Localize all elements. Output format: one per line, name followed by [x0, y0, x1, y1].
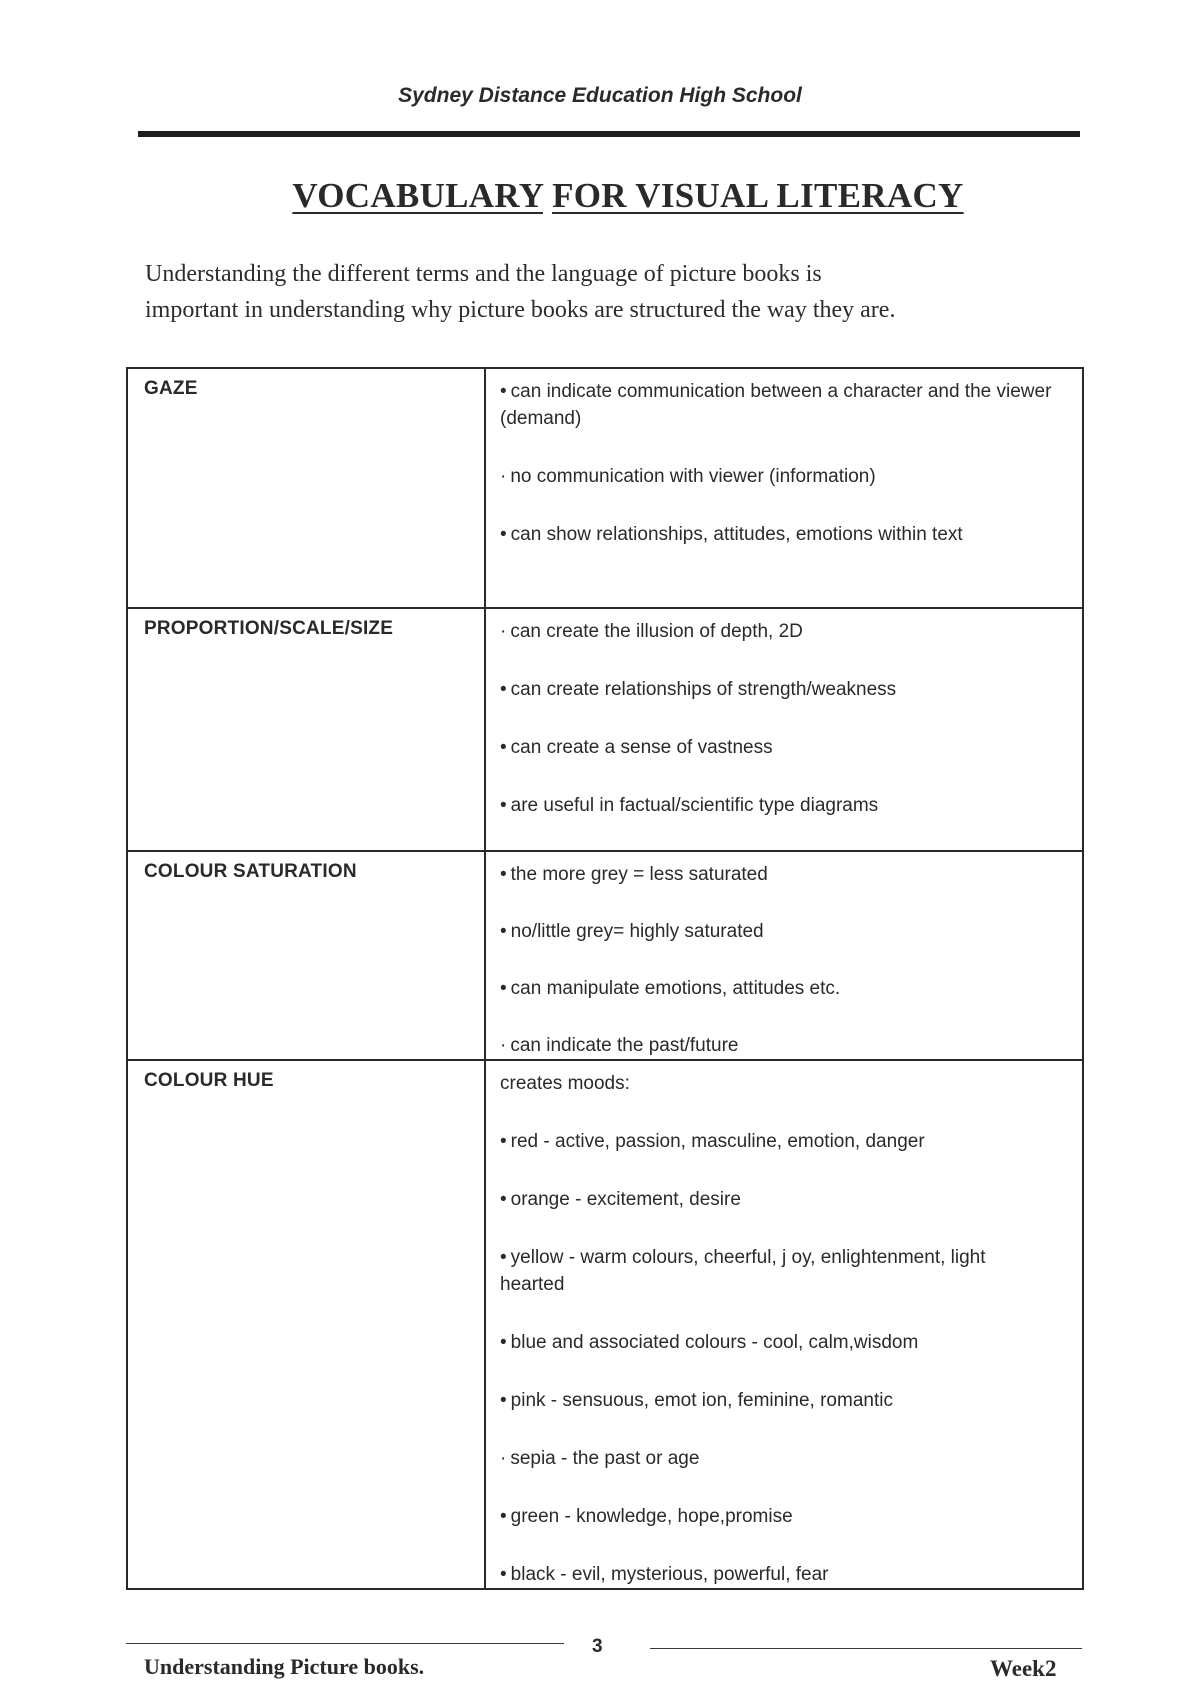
bullet: • [500, 737, 507, 758]
bullet: • [500, 1506, 507, 1527]
definition-text: blue and associated colours - cool, calm,wisdom [510, 1332, 919, 1353]
definition-item [500, 918, 1052, 945]
footer-rule-right [650, 1648, 1082, 1649]
title-part-vocabulary: VOCABULARY [292, 176, 543, 215]
table-row-colour-hue [127, 1060, 1083, 1589]
definition-text: black - evil, mysterious, powerful, fear [510, 1564, 829, 1585]
definition-item [500, 1387, 1052, 1414]
term-cell-proportion: PROPORTION/SCALE/SIZE [127, 608, 485, 851]
definition-item [500, 676, 1052, 703]
definition-text: can show relationships, attitudes, emotions within text [510, 524, 963, 545]
definition-item [500, 792, 1052, 819]
definition-text: orange - excitement, desire [510, 1189, 741, 1210]
bullet: • [500, 795, 507, 816]
definition-item [500, 1128, 1052, 1155]
bullet: • [500, 1247, 507, 1268]
bullet: • [500, 1390, 507, 1411]
definition-text: sepia - the past or age [510, 1448, 700, 1469]
school-header: Sydney Distance Education High School [398, 84, 802, 107]
definition-text: red - active, passion, masculine, emotion, danger [510, 1131, 925, 1152]
definition-text: pink - sensuous, emot ion, feminine, romantic [510, 1390, 893, 1411]
definition-item [500, 1561, 1052, 1588]
definition-item [500, 1445, 1052, 1472]
definition-text: green - knowledge, hope,promise [510, 1506, 793, 1527]
definition-text: can indicate the past/future [510, 1035, 739, 1056]
definition-text: no/little grey= highly saturated [510, 921, 764, 942]
table-row-colour-saturation [127, 851, 1083, 1060]
definition-lead: creates moods: [500, 1073, 630, 1094]
intro-line-2: important in understanding why picture books are structured the way they are. [145, 297, 896, 323]
definition-item [500, 1329, 1052, 1356]
definition-text: can indicate communication between a character and the viewer (demand) [500, 381, 1052, 429]
header-rule [138, 131, 1080, 137]
definition-cell-gaze [485, 368, 1083, 608]
term-cell-gaze: GAZE [127, 368, 485, 608]
bullet: · [500, 1035, 507, 1056]
bullet: • [500, 1332, 507, 1353]
definition-text: can create the illusion of depth, 2D [510, 621, 803, 642]
bullet: · [500, 1448, 507, 1469]
definition-item [500, 1032, 1052, 1059]
bullet: • [500, 381, 507, 402]
term-cell-colour-saturation: COLOUR SATURATION [127, 851, 485, 1060]
definition-text: can create a sense of vastness [510, 737, 773, 758]
definition-item [500, 618, 1052, 645]
definition-text: can create relationships of strength/weakness [510, 679, 897, 700]
definition-text: yellow - warm colours, cheerful, j oy, enlightenment, light hearted [500, 1247, 986, 1295]
definition-item [500, 861, 1052, 888]
bullet: · [500, 621, 507, 642]
bullet: • [500, 1131, 507, 1152]
term-cell-colour-hue: COLOUR HUE [127, 1060, 485, 1589]
vocabulary-table [126, 367, 1084, 1590]
definition-cell-colour-hue [485, 1060, 1083, 1589]
definition-text: no communication with viewer (information) [510, 466, 876, 487]
bullet: • [500, 864, 507, 885]
bullet: · [500, 466, 507, 487]
definition-cell-proportion [485, 608, 1083, 851]
title-part-visual-literacy: FOR VISUAL LITERACY [552, 176, 964, 215]
bullet: • [500, 921, 507, 942]
intro-paragraph [145, 256, 1045, 328]
definition-text: are useful in factual/scientific type diagrams [510, 795, 879, 816]
bullet: • [500, 679, 507, 700]
bullet: • [500, 1564, 507, 1585]
definition-item [500, 1503, 1052, 1530]
footer-course-title: Understanding Picture books. [144, 1654, 425, 1679]
definition-item [500, 521, 1052, 548]
definition-item [500, 463, 1052, 490]
definition-item [500, 378, 1052, 432]
definition-item [500, 1186, 1052, 1213]
bullet: • [500, 1189, 507, 1210]
definition-item [500, 975, 1052, 1002]
page-number: 3 [592, 1636, 603, 1657]
footer-rule-left [126, 1643, 564, 1644]
definition-item [500, 734, 1052, 761]
definition-item [500, 1244, 1052, 1298]
definition-text: the more grey = less saturated [510, 864, 768, 885]
footer-week: Week2 [990, 1656, 1057, 1681]
definition-cell-colour-saturation [485, 851, 1083, 1060]
bullet: • [500, 978, 507, 999]
table-row-gaze [127, 368, 1083, 608]
intro-line-1: Understanding the different terms and the language of picture books is [145, 261, 822, 287]
bullet: • [500, 524, 507, 545]
document-title [0, 176, 1200, 216]
table-row-proportion [127, 608, 1083, 851]
definition-text: can manipulate emotions, attitudes etc. [510, 978, 841, 999]
